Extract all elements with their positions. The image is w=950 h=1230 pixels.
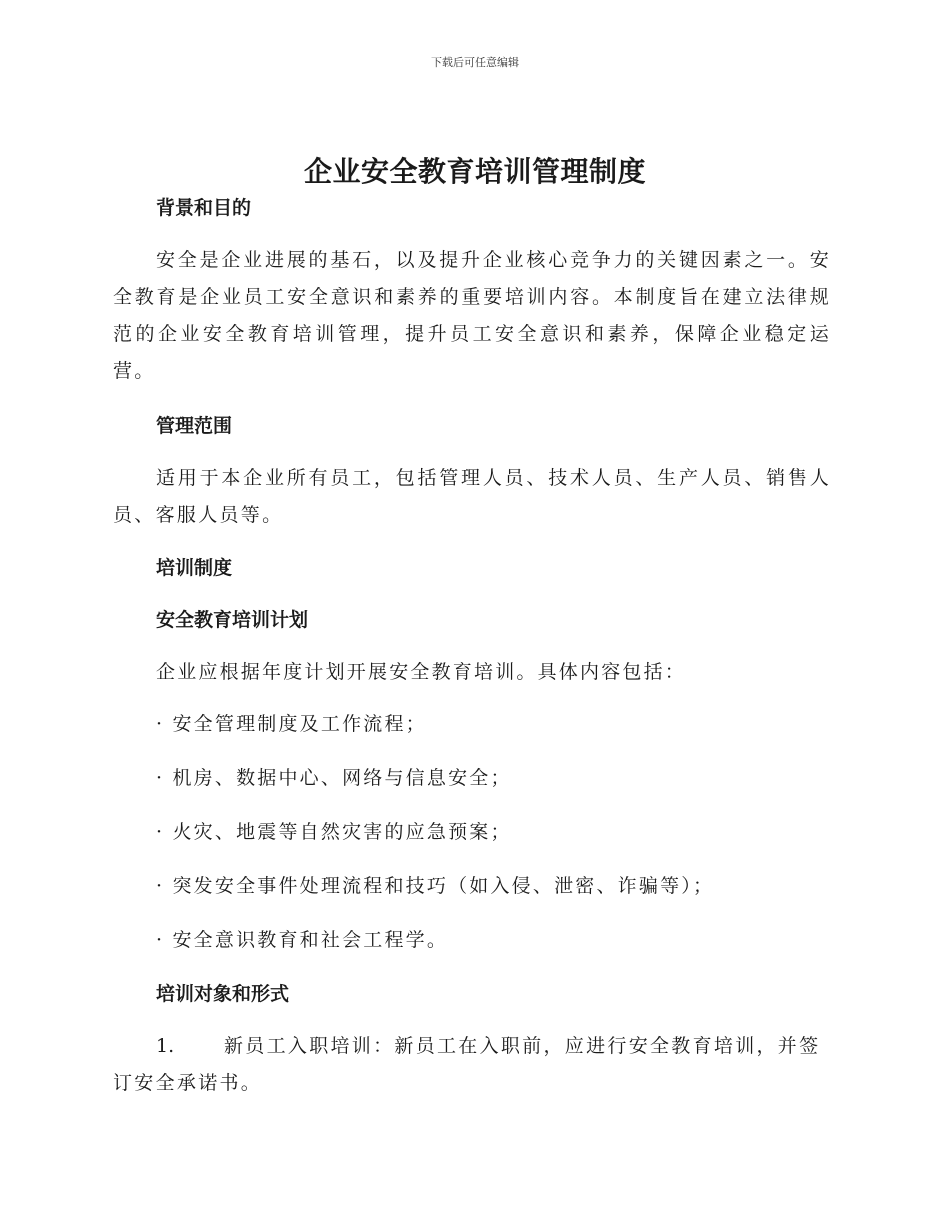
section-heading-targets: 培训对象和形式 xyxy=(156,983,290,1005)
numbered-item xyxy=(113,1028,831,1102)
list-item: · 安全意识教育和社会工程学。 xyxy=(156,929,449,951)
list-item: · 机房、数据中心、网络与信息安全； xyxy=(156,767,512,789)
numbered-item-number: 1. xyxy=(156,1035,175,1057)
paragraph-scope: 适用于本企业所有员工，包括管理人员、技术人员、生产人员、销售人员、客服人员等。 xyxy=(113,467,831,526)
section-heading-training: 培训制度 xyxy=(156,557,233,579)
document-body xyxy=(113,190,831,1102)
numbered-item-text: 新员工入职培训：新员工在入职前，应进行安全教育培训，并签订安全承诺书。 xyxy=(113,1035,821,1094)
section-heading-background: 背景和目的 xyxy=(156,197,252,219)
list-item: · 突发安全事件处理流程和技巧（如入侵、泄密、诈骗等）； xyxy=(156,875,715,897)
section-heading-scope: 管理范围 xyxy=(156,415,233,437)
paragraph-background: 安全是企业进展的基石，以及提升企业核心竞争力的关键因素之一。安全教育是企业员工安全意识和素养的重要培训内容。本制度旨在建立法律规范的企业安全教育培训管理，提升员工安全意识和素养，保障企业稳定运营。 xyxy=(113,249,831,382)
paragraph-plan-intro: 企业应根据年度计划开展安全教育培训。具体内容包括： xyxy=(156,661,687,683)
list-item: · 安全管理制度及工作流程； xyxy=(156,713,427,735)
document-title: 企业安全教育培训管理制度 xyxy=(303,155,646,188)
section-heading-plan: 安全教育培训计划 xyxy=(156,609,309,631)
list-item: · 火灾、地震等自然灾害的应急预案； xyxy=(156,821,512,843)
header-note: 下载后可任意编辑 xyxy=(431,56,519,69)
